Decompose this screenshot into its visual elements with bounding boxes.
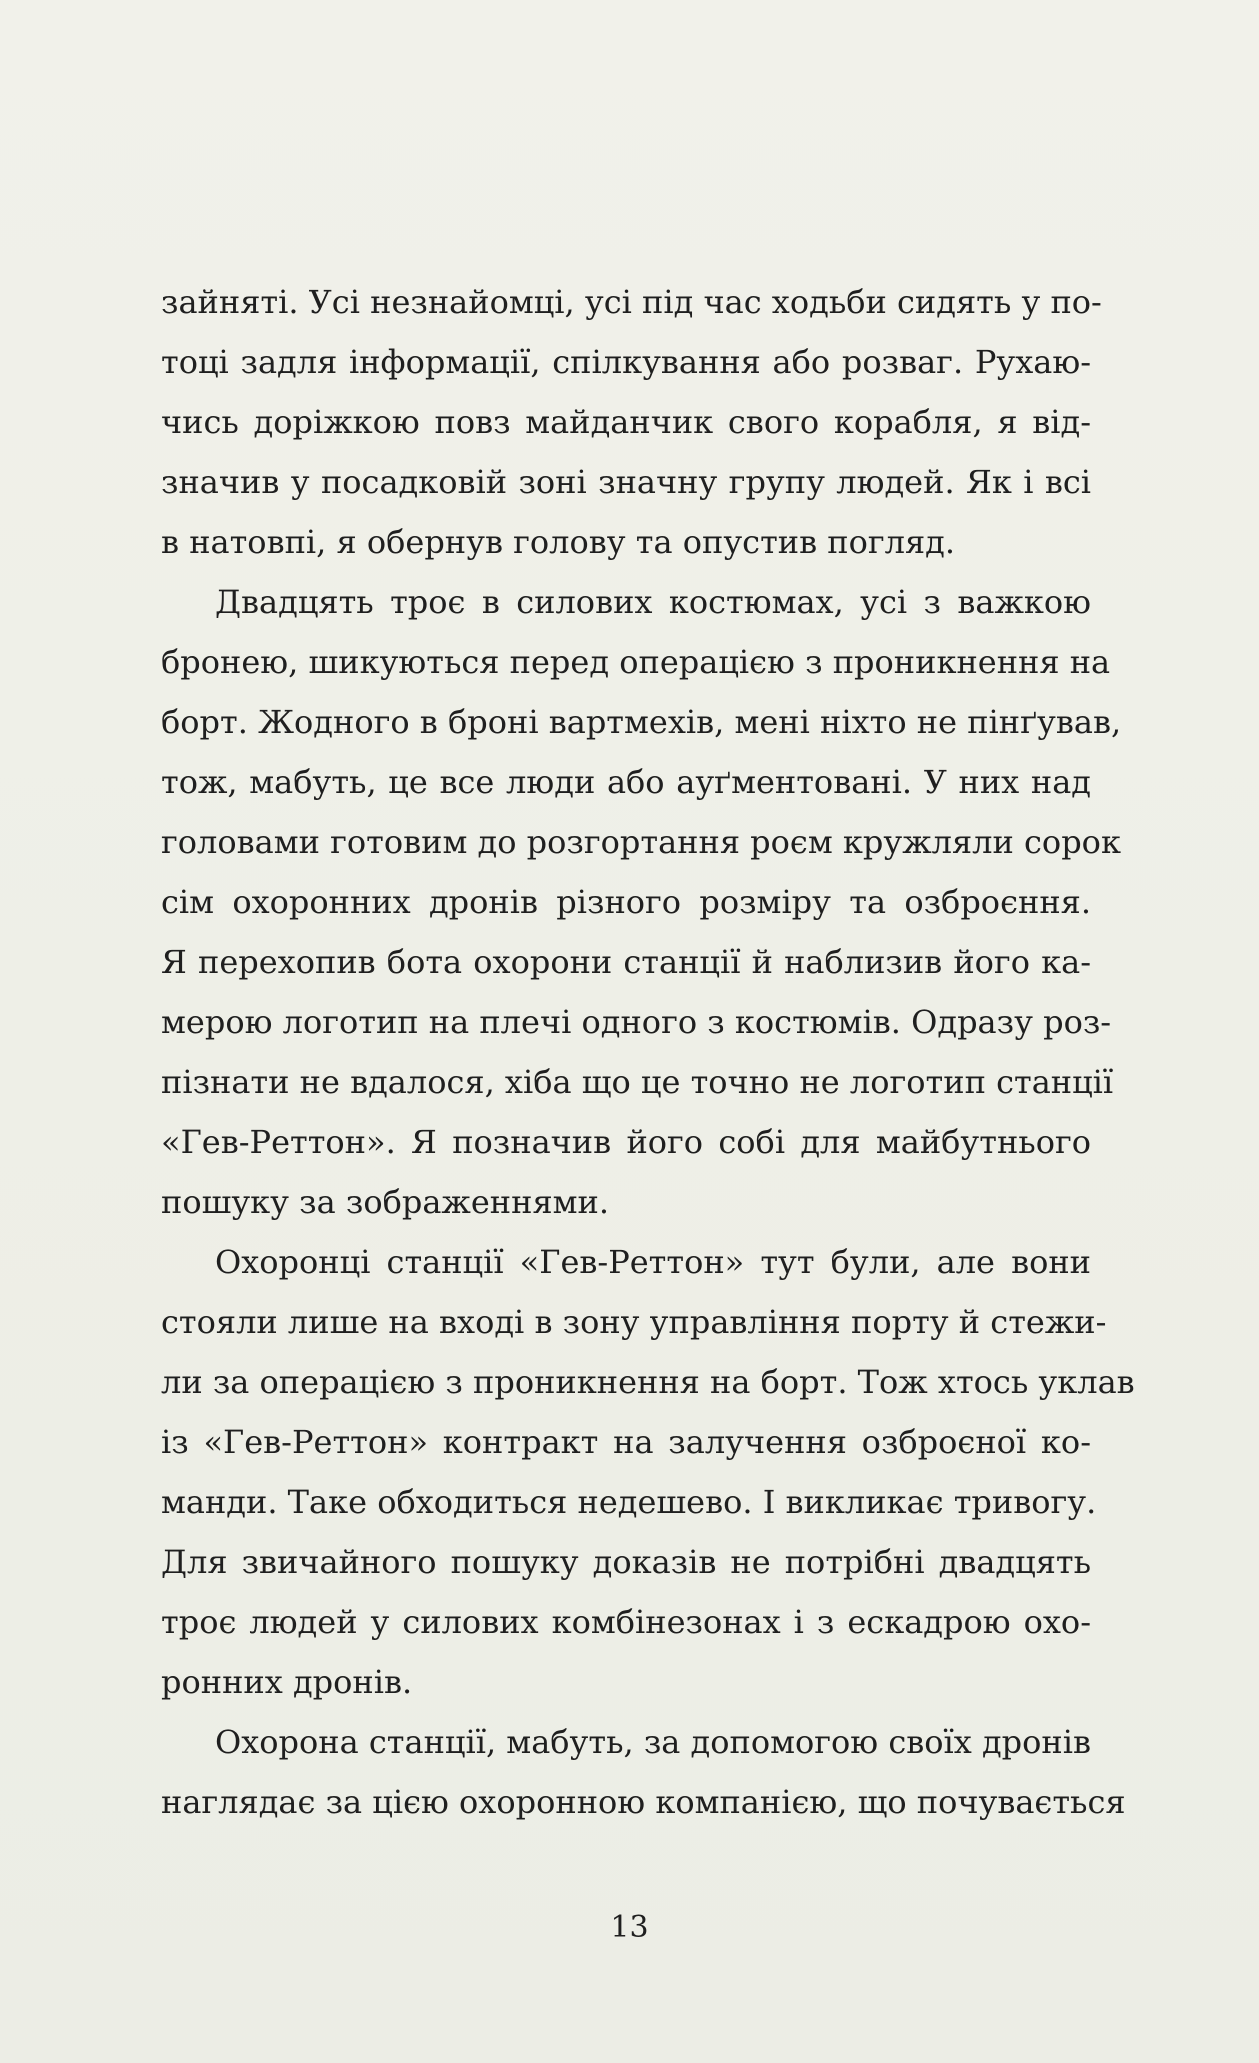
text-line: стояли лише на вході в зону управління порту й стежи- [161, 1303, 1107, 1341]
text-line: головами готовим до розгортання роєм кружляли сорок [161, 823, 1121, 861]
body-text [161, 280, 1135, 1840]
text-line: «Гев-Реттон». Я позначив його собі для майбутнього [161, 1123, 1091, 1161]
text-line: Для звичайного пошуку доказів не потрібні двадцять [161, 1543, 1091, 1581]
text-line: ронних дронів. [161, 1663, 413, 1701]
text-line: сім охоронних дронів різного розміру та озброєння. [161, 883, 1091, 921]
text-line: в натовпі, я обернув голову та опустив погляд. [161, 523, 956, 561]
text-line: троє людей у силових комбінезонах і з ескадрою охо- [161, 1603, 1091, 1641]
text-line: мерою логотип на плечі одного з костюмів. Одразу роз- [161, 1003, 1112, 1041]
text-line: тож, мабуть, це все люди або ауґментовані. У них над [161, 763, 1091, 801]
text-line: пізнати не вдалося, хіба що це точно не логотип станції [161, 1063, 1114, 1101]
text-line: значив у посадковій зоні значну групу людей. Як і всі [161, 463, 1091, 501]
text-line: чись доріжкою повз майданчик свого корабля, я від- [161, 403, 1091, 441]
text-line: манди. Таке обходиться недешево. І викликає тривогу. [161, 1483, 1097, 1521]
paragraph-first-line: Охорона станції, мабуть, за допомогою своїх дронів [215, 1723, 1091, 1761]
text-line: пошуку за зображеннями. [161, 1183, 610, 1221]
paragraph-first-line: Охоронці станції «Гев-Реттон» тут були, але вони [215, 1243, 1091, 1281]
paragraph-first-line: Двадцять троє в силових костюмах, усі з важкою [215, 583, 1091, 621]
text-line: тоці задля інформації, спілкування або розваг. Рухаю- [161, 343, 1091, 381]
text-line: борт. Жодного в броні вартмехів, мені ніхто не пінґував, [161, 703, 1122, 741]
text-line: бронею, шикуються перед операцією з проникнення на [161, 643, 1111, 681]
text-line: ли за операцією з проникнення на борт. Тож хтось уклав [161, 1363, 1135, 1401]
page-number: 13 [610, 1910, 649, 1945]
text-line: зайняті. Усі незнайомці, усі під час ходьби сидять у по- [161, 283, 1102, 321]
text-line: із «Гев-Реттон» контракт на залучення озброєної ко- [161, 1423, 1091, 1461]
text-line: наглядає за цією охоронною компанією, що почувається [161, 1783, 1126, 1821]
text-line: Я перехопив бота охорони станції й наблизив його ка- [161, 943, 1091, 981]
